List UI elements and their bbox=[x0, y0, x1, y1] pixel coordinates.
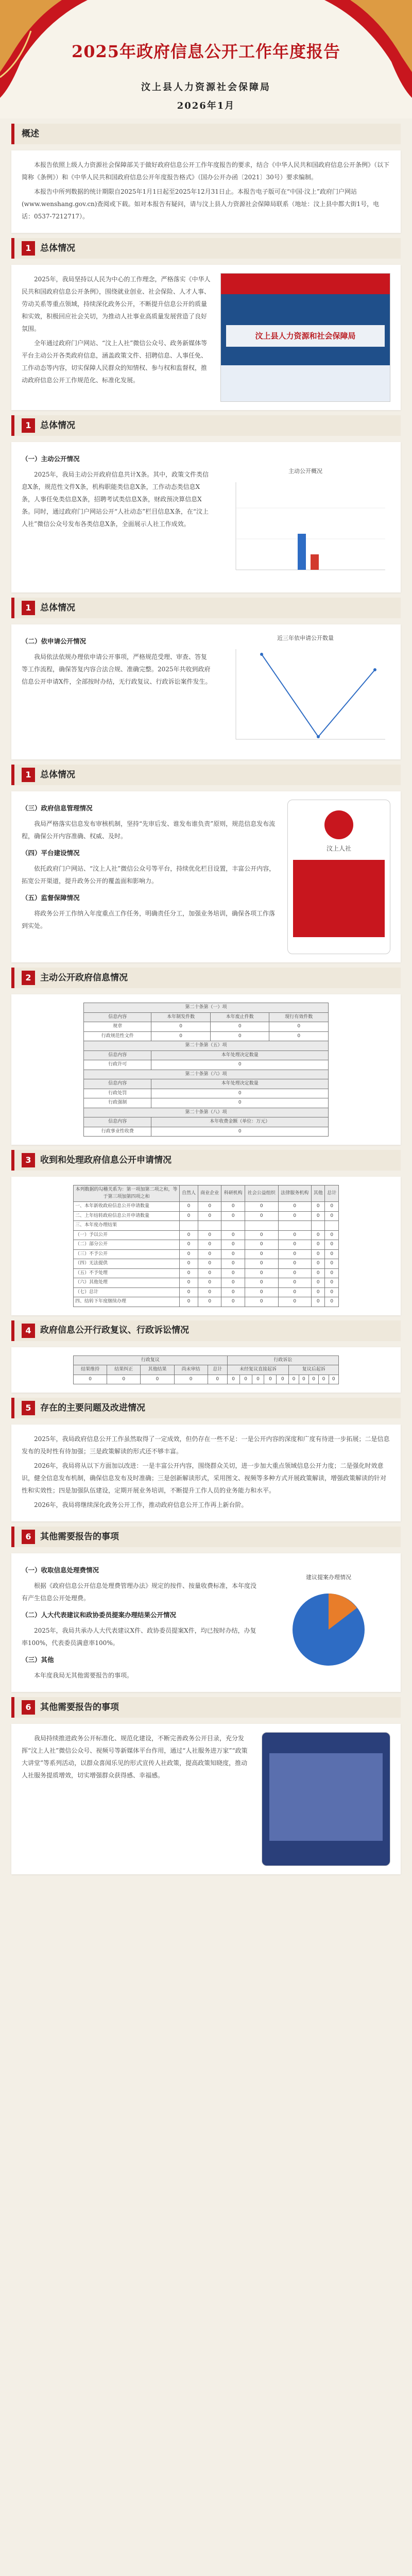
section-general-3 bbox=[11, 598, 401, 759]
chart-line bbox=[262, 654, 375, 737]
table-header: 本年制发件数 bbox=[151, 1012, 211, 1022]
section-number: 1 bbox=[22, 241, 35, 256]
chart-title: 主动公开概况 bbox=[288, 468, 322, 474]
table-caption: 第二十条第（六）项 bbox=[84, 1070, 329, 1079]
problems-paragraph-2: 2026年，我局将从以下方面加以改进：一是丰富公开内容，围绕群众关切，进一步加大重点领域信息公开力度；二是强化时效意识，健全信息发布机制，确保信息发布及时准确；三是创新解读形式，采用图文、视频等多种方式开展政策解读，增强政策解读的针对性和实效性；四是加强队伍建设，定期开展业务培训，不断提升工作人员的业务能力和水平。 bbox=[22, 1462, 387, 1494]
table-caption: 第二十条第（一）项 bbox=[84, 1003, 329, 1013]
table-header: 信息内容 bbox=[84, 1012, 151, 1022]
line-chart bbox=[220, 644, 390, 747]
application-card bbox=[11, 624, 401, 759]
section-number: 1 bbox=[22, 418, 35, 433]
table-header: 商业企业 bbox=[198, 1185, 221, 1202]
table-header: 本年收费金额（单位：万元） bbox=[151, 1117, 329, 1127]
table-header: 现行有效件数 bbox=[269, 1012, 329, 1022]
table-header: 信息内容 bbox=[84, 1050, 151, 1060]
other-paragraph-1: 根据《政府信息公开信息处理费管理办法》规定的按件、按量收费标准，本年度没有产生信息公开处理费。 bbox=[22, 1582, 257, 1602]
section-title-text: 总体情况 bbox=[40, 769, 75, 780]
review-litigation-table: 行政复议 行政诉讼 结果维持 结果纠正 其他结果 尚未审结 总计 未经复议直接起诉 复议后起诉 0 0 0 0 0 0 0 0 0 0 0 0 0 0 0 bbox=[73, 1355, 339, 1385]
table-header: 本列数据的勾稽关系为：第一项加第二项之和，等于第三项加第四项之和 bbox=[74, 1185, 180, 1202]
section-title bbox=[11, 1398, 401, 1418]
table-row: 0 0 0 0 0 0 0 0 0 0 0 0 0 0 0 bbox=[74, 1375, 339, 1384]
table-header: 科研机构 bbox=[221, 1185, 245, 1202]
table-row: 三、本年度办理结果 bbox=[74, 1221, 339, 1231]
section-general-2 bbox=[11, 415, 401, 592]
subsection-heading: （四）平台建设情况 bbox=[22, 849, 80, 857]
table-header: 本年处理决定数量 bbox=[151, 1050, 329, 1060]
overview-paragraph-1: 本报告依照上级人力资源社会保障部关于做好政府信息公开工作年度报告的要求，结合《中华人民共和国政府信息公开条例》（以下简称《条例》）和《中华人民共和国政府信息公开年度报告格式》（国办公开办函〔2021〕30号）要求编制。 bbox=[22, 161, 390, 181]
management-card bbox=[11, 791, 401, 962]
disclosure-table bbox=[83, 1003, 329, 1137]
chart-bar bbox=[298, 534, 306, 570]
table-row: 行政许可 0 bbox=[84, 1060, 329, 1070]
report-organization: 汶上县人力资源社会保障局 bbox=[141, 81, 271, 93]
active-disclosure-card bbox=[11, 442, 401, 592]
section-applications-table bbox=[11, 1150, 401, 1315]
table-group-header: 行政诉讼 bbox=[227, 1355, 338, 1365]
table-row: 四、结转下年度继续办理 0 0 0 0 0 0 0 bbox=[74, 1297, 339, 1307]
section-active-disclosure-tables bbox=[11, 968, 401, 1145]
section-review-litigation bbox=[11, 1320, 401, 1393]
section-number: 1 bbox=[22, 768, 35, 782]
other-paragraph-2: 2025年，我局共承办人大代表建议X件、政协委员提案X件，均已按时办结，办复率100%，代表委员满意率100%。 bbox=[22, 1627, 256, 1647]
table-header: 社会公益组织 bbox=[245, 1185, 278, 1202]
table-group-header: 行政复议 bbox=[74, 1355, 228, 1365]
website-banner-text: 汶上县人力资源和社会保障局 bbox=[226, 325, 385, 347]
section-problems-improvement bbox=[11, 1398, 401, 1521]
active-disclosure-paragraph: 2025年，我局主动公开政府信息共计X条。其中，政策文件类信息X条，规范性文件X条，机构职能类信息X条，工作动态类信息X条，人事任免类信息X条，招聘考试类信息X条，财政预决算信息X条。同时，通过政府门户网站公开“人社动态”栏目信息X条，在“汶上人社”微信公众号发布各类信息X条，全面展示人社工作成效。 bbox=[22, 471, 209, 528]
general-paragraph-1: 2025年，我局坚持以人民为中心的工作理念，严格落实《中华人民共和国政府信息公开条例》，围绕就业创业、社会保险、人才人事、劳动关系等重点领域，持续深化政务公开，不断提升信息公开的质量和实效，积极回应社会关切，为推动人社事业高质量发展营造了良好氛围。 bbox=[22, 276, 211, 332]
subsection-heading: （一）收取信息处理费情况 bbox=[22, 1566, 99, 1574]
section-title-text: 总体情况 bbox=[40, 602, 75, 613]
management-paragraph-3: 将政务公开工作纳入年度重点工作任务，明确责任分工，加强业务培训，确保各项工作落到实处。 bbox=[22, 910, 276, 929]
subsection-heading: （五）监督保障情况 bbox=[22, 894, 80, 902]
section-number: 3 bbox=[22, 1153, 35, 1167]
table-caption: 第二十条第（五）项 bbox=[84, 1041, 329, 1051]
website-screenshot bbox=[220, 273, 390, 402]
section-title-text: 其他需要报告的事项 bbox=[40, 1702, 119, 1713]
section-title bbox=[11, 968, 401, 988]
section-title-text: 存在的主要问题及改进情况 bbox=[40, 1402, 145, 1413]
subsection-heading: （一）主动公开情况 bbox=[22, 455, 80, 463]
overview-paragraph-2: 本报告中所列数据的统计期限自2025年1月1日起至2025年12月31日止。本报告电子版可在“中国·汶上”政府门户网站(www.wenshang.gov.cn)查阅或下载。如对本报告有疑问，请与汶上县人力资源社会保障局联系（地址：汶上县中都大街1号，电话：0537-7212717）。 bbox=[22, 188, 380, 220]
general-card bbox=[11, 265, 401, 410]
applications-table bbox=[73, 1185, 339, 1307]
section-general-1 bbox=[11, 238, 401, 410]
section-title bbox=[11, 765, 401, 785]
section-title bbox=[11, 238, 401, 259]
section-other-matters-1 bbox=[11, 1527, 401, 1692]
ribbon-decoration-left bbox=[0, 0, 88, 118]
table-header: 信息内容 bbox=[84, 1079, 151, 1089]
section-other-matters-2 bbox=[11, 1697, 401, 1874]
other-paragraph-3: 本年度我局无其他需要报告的事项。 bbox=[34, 1672, 133, 1679]
section-title-text: 收到和处理政府信息公开申请情况 bbox=[40, 1155, 171, 1165]
table-card bbox=[11, 1177, 401, 1315]
table-row: 行政强制 0 bbox=[84, 1098, 329, 1108]
table-row: 规章 0 0 0 bbox=[84, 1022, 329, 1032]
table-header: 自然人 bbox=[180, 1185, 198, 1202]
table-row: 一、本年新收政府信息公开申请数量 0 0 0 0 0 0 0 bbox=[74, 1202, 339, 1212]
table-row: （七）总计 0 0 0 0 0 0 0 bbox=[74, 1287, 339, 1297]
table-row: 二、上年结转政府信息公开申请数量 0 0 0 0 0 0 0 bbox=[74, 1211, 339, 1221]
chart-title: 近三年依申请公开数量 bbox=[277, 635, 334, 641]
table-row: 行政事业性收费 0 bbox=[84, 1127, 329, 1137]
section-number: 1 bbox=[22, 601, 35, 615]
general-paragraph-2: 全年通过政府门户网站、“汶上人社”微信公众号、政务新媒体等平台主动公开各类政府信息，涵盖政策文件、招聘信息、人事任免、工作动态等内容，切实保障人民群众的知情权、参与权和监督权，推动政府信息公开工作规范化、标准化发展。 bbox=[22, 340, 208, 384]
section-general-4 bbox=[11, 765, 401, 962]
application-paragraph: 我局依法依规办理依申请公开事项，严格规范受理、审查、答复等工作流程，确保答复内容合法合规、准确完整。2025年共收到政府信息公开申请X件，全部按时办结，无行政复议、行政诉讼案件发生。 bbox=[22, 653, 212, 685]
wechat-account-screenshot bbox=[287, 800, 390, 954]
section-title bbox=[11, 598, 401, 618]
section-title bbox=[11, 1527, 401, 1547]
section-title-text: 其他需要报告的事项 bbox=[40, 1531, 119, 1542]
table-row: （二）部分公开 0 0 0 0 0 0 0 bbox=[74, 1240, 339, 1250]
table-caption: 第二十条第（八）项 bbox=[84, 1108, 329, 1117]
account-name: 汶上人社 bbox=[326, 845, 351, 852]
other-matters-card bbox=[11, 1553, 401, 1692]
section-title-text: 总体情况 bbox=[40, 243, 75, 253]
table-row: （一）予以公开 0 0 0 0 0 0 0 bbox=[74, 1230, 339, 1240]
table-header: 信息内容 bbox=[84, 1117, 151, 1127]
table-header: 法律服务机构 bbox=[278, 1185, 312, 1202]
management-paragraph-1: 我局严格落实信息发布审核机制，坚持“先审后发、谁发布谁负责”原则，规范信息发布流程，确保公开内容准确、权威、及时。 bbox=[22, 820, 276, 840]
table-row: 行政规范性文件 0 0 0 bbox=[84, 1031, 329, 1041]
report-date: 2026年1月 bbox=[177, 100, 235, 111]
table-header: 其他 bbox=[312, 1185, 325, 1202]
report-title: 2025年政府信息公开工作年度报告 bbox=[71, 42, 341, 61]
section-title-text: 总体情况 bbox=[40, 420, 75, 431]
table-header: 总计 bbox=[325, 1185, 339, 1202]
management-paragraph-2: 依托政府门户网站、“汶上人社”微信公众号等平台，持续优化栏目设置，丰富公开内容，拓宽公开渠道，提升政务公开的覆盖面和影响力。 bbox=[22, 865, 276, 885]
problems-paragraph-1: 2025年，我局政府信息公开工作虽然取得了一定成效，但仍存在一些不足：一是公开内容的深度和广度有待进一步拓展；二是信息发布的及时性有待加强；三是政策解读的形式还不够丰富。 bbox=[22, 1435, 390, 1455]
section-title bbox=[11, 415, 401, 436]
section-number: 6 bbox=[22, 1700, 35, 1715]
section-overview bbox=[11, 124, 401, 233]
chart-title: 建议提案办理情况 bbox=[306, 1574, 351, 1581]
section-title-text: 概述 bbox=[22, 128, 39, 139]
overview-card bbox=[11, 150, 401, 233]
section-number: 5 bbox=[22, 1401, 35, 1415]
section-title bbox=[11, 1320, 401, 1341]
subsection-heading: （二）人大代表建议和政协委员提案办理结果公开情况 bbox=[22, 1611, 177, 1619]
video-screenshot bbox=[262, 1732, 390, 1866]
table-card bbox=[11, 1347, 401, 1393]
problems-card bbox=[11, 1425, 401, 1521]
table-card bbox=[11, 994, 401, 1145]
section-title-text: 主动公开政府信息情况 bbox=[40, 972, 128, 983]
table-row: 行政处罚 0 bbox=[84, 1089, 329, 1098]
subsection-heading: （三）其他 bbox=[22, 1656, 54, 1664]
pie-chart bbox=[267, 1583, 390, 1676]
table-row: （五）不予处理 0 0 0 0 0 0 0 bbox=[74, 1268, 339, 1278]
other-matters-card-2 bbox=[11, 1724, 401, 1874]
ribbon-decoration-right bbox=[324, 0, 412, 118]
report-header bbox=[0, 0, 412, 118]
table-row: （三）不予公开 0 0 0 0 0 0 0 bbox=[74, 1249, 339, 1259]
section-number: 6 bbox=[22, 1530, 35, 1544]
table-row: （四）无法提供 0 0 0 0 0 0 0 bbox=[74, 1259, 339, 1269]
bar-chart bbox=[220, 477, 390, 580]
section-title bbox=[11, 1697, 401, 1718]
subsection-heading: （二）依申请公开情况 bbox=[22, 637, 87, 645]
other-paragraph-4: 我局持续推进政务公开标准化、规范化建设，不断完善政务公开目录，充分发挥“汶上人社”微信公众号、视频号等新媒体平台作用，通过“人社服务进万家”“政策大讲堂”等系列活动，以群众喜闻乐见的形式宣传人社政策，提高政策知晓度，推动人社服务提质增效，切实增强群众获得感、幸福感。 bbox=[22, 1735, 248, 1779]
table-header: 本年处理决定数量 bbox=[151, 1079, 329, 1089]
section-title bbox=[11, 1150, 401, 1171]
section-title bbox=[11, 124, 401, 144]
table-row: （六）其他处理 0 0 0 0 0 0 0 bbox=[74, 1278, 339, 1288]
section-number: 2 bbox=[22, 971, 35, 985]
chart-bar bbox=[311, 554, 319, 570]
problems-paragraph-3: 2026年，我局将继续深化政务公开工作，推动政府信息公开工作再上新台阶。 bbox=[34, 1501, 248, 1509]
subsection-heading: （三）政府信息管理情况 bbox=[22, 804, 93, 812]
table-header: 本年废止件数 bbox=[210, 1012, 269, 1022]
section-number: 4 bbox=[22, 1324, 35, 1338]
section-title-text: 政府信息公开行政复议、行政诉讼情况 bbox=[40, 1325, 189, 1336]
